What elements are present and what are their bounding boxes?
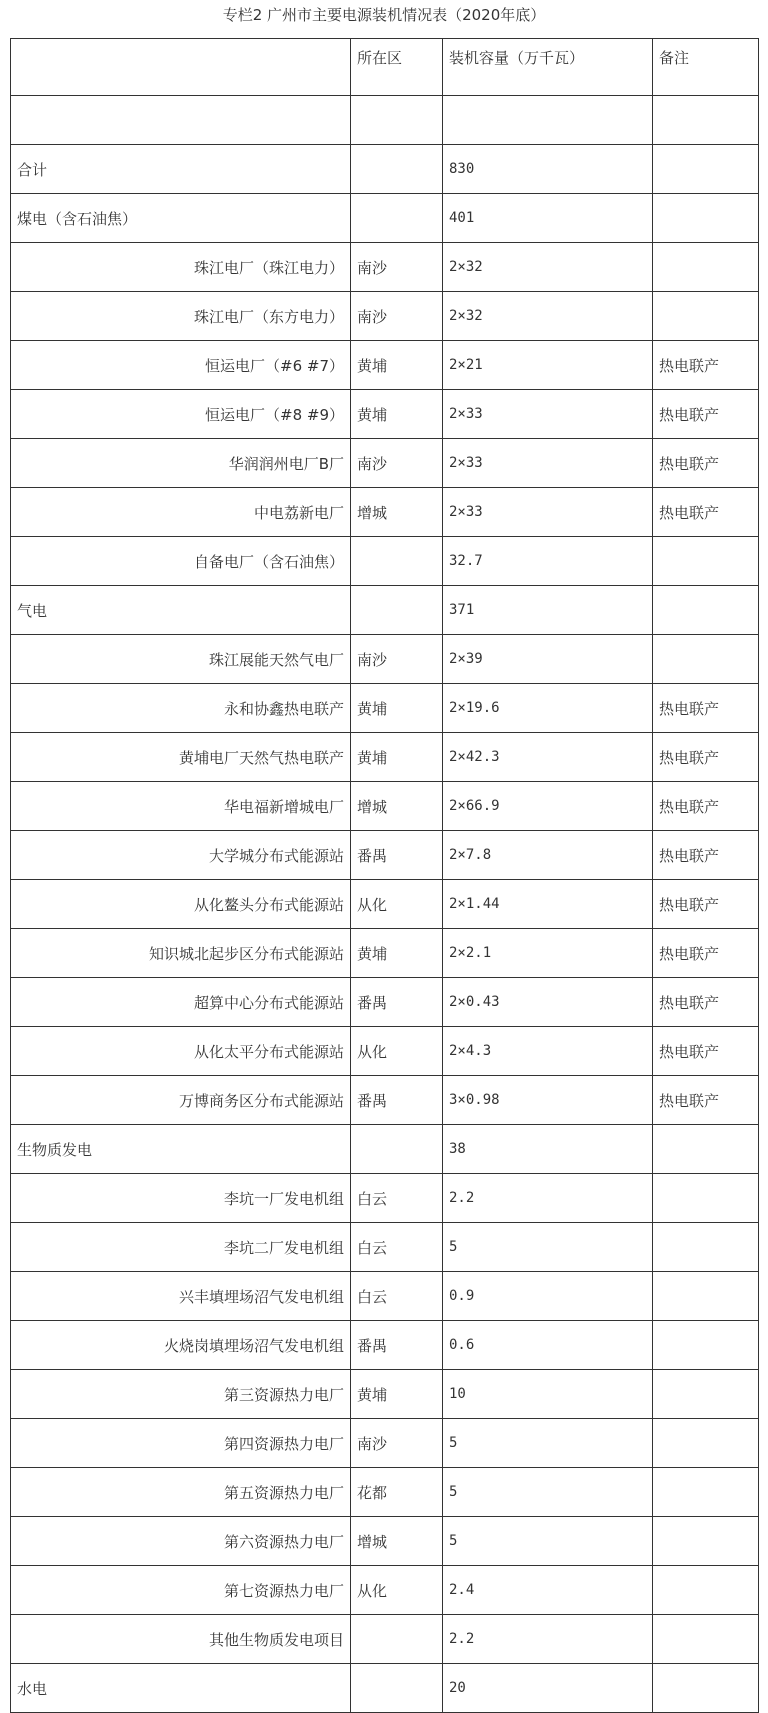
cell-capacity: 2×7.8 — [443, 831, 653, 880]
cell-district: 白云 — [351, 1174, 443, 1223]
cell-district: 白云 — [351, 1272, 443, 1321]
cell-note — [653, 1419, 759, 1468]
cell-note — [653, 1615, 759, 1664]
table-row — [11, 684, 759, 733]
cell-name: 第四资源热力电厂 — [11, 1419, 351, 1468]
cell-note — [653, 1223, 759, 1272]
cell-note — [653, 586, 759, 635]
cell-name: 第五资源热力电厂 — [11, 1468, 351, 1517]
cell-district: 番禺 — [351, 1321, 443, 1370]
cell-name: 超算中心分布式能源站 — [11, 978, 351, 1027]
table-row — [11, 880, 759, 929]
cell-district: 增城 — [351, 1517, 443, 1566]
cell-note — [653, 1125, 759, 1174]
cell-note: 热电联产 — [653, 733, 759, 782]
power-capacity-table — [10, 38, 759, 1713]
cell-capacity: 5 — [443, 1223, 653, 1272]
table-row — [11, 439, 759, 488]
cell-note — [653, 243, 759, 292]
cell-district: 从化 — [351, 1566, 443, 1615]
table-row — [11, 1223, 759, 1272]
table-row — [11, 1566, 759, 1615]
cell-capacity: 2×33 — [443, 488, 653, 537]
cell-capacity: 371 — [443, 586, 653, 635]
cell-capacity: 2×39 — [443, 635, 653, 684]
cell-capacity: 2.2 — [443, 1174, 653, 1223]
cell-district: 番禺 — [351, 831, 443, 880]
cell-note — [653, 145, 759, 194]
cell-name: 第三资源热力电厂 — [11, 1370, 351, 1419]
cell-capacity: 3×0.98 — [443, 1076, 653, 1125]
cell-name: 李坑二厂发电机组 — [11, 1223, 351, 1272]
table-row — [11, 488, 759, 537]
cell-note: 热电联产 — [653, 684, 759, 733]
table-row — [11, 929, 759, 978]
cell-name: 其他生物质发电项目 — [11, 1615, 351, 1664]
cell-name: 兴丰填埋场沼气发电机组 — [11, 1272, 351, 1321]
cell-capacity: 2×32 — [443, 292, 653, 341]
cell-note: 热电联产 — [653, 929, 759, 978]
cell-note — [653, 1272, 759, 1321]
cell-capacity: 0.9 — [443, 1272, 653, 1321]
cell-name: 珠江电厂（珠江电力） — [11, 243, 351, 292]
cell-note: 热电联产 — [653, 880, 759, 929]
cell-name: 第六资源热力电厂 — [11, 1517, 351, 1566]
cell-note: 热电联产 — [653, 488, 759, 537]
cell-name: 恒运电厂（#6 #7） — [11, 341, 351, 390]
cell-note — [653, 1664, 759, 1713]
table-row — [11, 1370, 759, 1419]
cell-district: 南沙 — [351, 1419, 443, 1468]
cell-name: 中电荔新电厂 — [11, 488, 351, 537]
cell-note — [653, 1370, 759, 1419]
cell-capacity: 2×4.3 — [443, 1027, 653, 1076]
cell-note: 热电联产 — [653, 782, 759, 831]
table-row — [11, 537, 759, 586]
cell-note: 热电联产 — [653, 831, 759, 880]
cell-capacity: 2×66.9 — [443, 782, 653, 831]
cell-district: 白云 — [351, 1223, 443, 1272]
cell-capacity: 2×42.3 — [443, 733, 653, 782]
cell-capacity: 5 — [443, 1419, 653, 1468]
cell-district: 增城 — [351, 488, 443, 537]
cell-capacity — [443, 96, 653, 145]
table-row — [11, 1076, 759, 1125]
cell-capacity: 32.7 — [443, 537, 653, 586]
cell-name: 从化太平分布式能源站 — [11, 1027, 351, 1076]
cell-name: 水电 — [11, 1664, 351, 1713]
table-title: 专栏2 广州市主要电源装机情况表（2020年底） — [222, 6, 546, 24]
table-row — [11, 1468, 759, 1517]
cell-district: 黄埔 — [351, 390, 443, 439]
cell-capacity: 2×33 — [443, 439, 653, 488]
cell-name: 恒运电厂（#8 #9） — [11, 390, 351, 439]
cell-note: 热电联产 — [653, 978, 759, 1027]
cell-capacity: 2.2 — [443, 1615, 653, 1664]
table-row — [11, 1615, 759, 1664]
table-row — [11, 1664, 759, 1713]
cell-name: 从化鳌头分布式能源站 — [11, 880, 351, 929]
cell-capacity: 5 — [443, 1517, 653, 1566]
table-row — [11, 978, 759, 1027]
cell-capacity: 2×32 — [443, 243, 653, 292]
table-row — [11, 1419, 759, 1468]
cell-district — [351, 145, 443, 194]
cell-name: 火烧岗填埋场沼气发电机组 — [11, 1321, 351, 1370]
table-row — [11, 390, 759, 439]
cell-name: 生物质发电 — [11, 1125, 351, 1174]
table-row — [11, 1517, 759, 1566]
cell-district: 南沙 — [351, 439, 443, 488]
cell-district: 南沙 — [351, 243, 443, 292]
table-row — [11, 145, 759, 194]
cell-note: 热电联产 — [653, 390, 759, 439]
cell-note — [653, 635, 759, 684]
header-name — [11, 39, 351, 96]
table-row-empty — [11, 96, 759, 145]
cell-district: 番禺 — [351, 1076, 443, 1125]
header-capacity: 装机容量（万千瓦） — [443, 39, 653, 96]
table-row — [11, 1125, 759, 1174]
cell-name: 永和协鑫热电联产 — [11, 684, 351, 733]
table-row — [11, 1174, 759, 1223]
cell-note — [653, 292, 759, 341]
cell-district — [351, 586, 443, 635]
cell-district: 从化 — [351, 880, 443, 929]
cell-name: 第七资源热力电厂 — [11, 1566, 351, 1615]
header-note: 备注 — [653, 39, 759, 96]
cell-district: 黄埔 — [351, 929, 443, 978]
cell-district: 番禺 — [351, 978, 443, 1027]
cell-capacity: 2×19.6 — [443, 684, 653, 733]
cell-capacity: 20 — [443, 1664, 653, 1713]
cell-capacity: 2×21 — [443, 341, 653, 390]
cell-district: 增城 — [351, 782, 443, 831]
cell-note — [653, 96, 759, 145]
cell-district: 南沙 — [351, 292, 443, 341]
cell-capacity: 0.6 — [443, 1321, 653, 1370]
cell-note: 热电联产 — [653, 439, 759, 488]
cell-name: 气电 — [11, 586, 351, 635]
cell-district — [351, 537, 443, 586]
cell-district — [351, 1664, 443, 1713]
cell-note — [653, 1174, 759, 1223]
cell-district: 黄埔 — [351, 1370, 443, 1419]
cell-name: 珠江电厂（东方电力） — [11, 292, 351, 341]
cell-capacity: 830 — [443, 145, 653, 194]
cell-note: 热电联产 — [653, 1076, 759, 1125]
table-row — [11, 341, 759, 390]
cell-name: 煤电（含石油焦） — [11, 194, 351, 243]
cell-note — [653, 1566, 759, 1615]
cell-district: 花都 — [351, 1468, 443, 1517]
table-row — [11, 1321, 759, 1370]
table-body — [11, 96, 759, 1713]
table-row — [11, 733, 759, 782]
table-row — [11, 243, 759, 292]
cell-district — [351, 1615, 443, 1664]
table-header-row — [11, 39, 759, 96]
table-row — [11, 586, 759, 635]
cell-name: 华润润州电厂B厂 — [11, 439, 351, 488]
cell-capacity: 2.4 — [443, 1566, 653, 1615]
cell-capacity: 38 — [443, 1125, 653, 1174]
cell-name: 万博商务区分布式能源站 — [11, 1076, 351, 1125]
table-row — [11, 635, 759, 684]
table-row — [11, 292, 759, 341]
cell-note — [653, 194, 759, 243]
cell-capacity: 2×2.1 — [443, 929, 653, 978]
cell-name: 自备电厂（含石油焦） — [11, 537, 351, 586]
cell-district: 黄埔 — [351, 733, 443, 782]
cell-district: 南沙 — [351, 635, 443, 684]
cell-name: 合计 — [11, 145, 351, 194]
cell-capacity: 401 — [443, 194, 653, 243]
cell-name: 大学城分布式能源站 — [11, 831, 351, 880]
cell-note — [653, 1468, 759, 1517]
cell-note — [653, 1517, 759, 1566]
table-row — [11, 1272, 759, 1321]
cell-name: 珠江展能天然气电厂 — [11, 635, 351, 684]
cell-district: 黄埔 — [351, 341, 443, 390]
cell-note — [653, 537, 759, 586]
cell-note — [653, 1321, 759, 1370]
cell-capacity: 5 — [443, 1468, 653, 1517]
table-row — [11, 1027, 759, 1076]
cell-capacity: 2×1.44 — [443, 880, 653, 929]
cell-district — [351, 194, 443, 243]
cell-district: 从化 — [351, 1027, 443, 1076]
cell-capacity: 2×33 — [443, 390, 653, 439]
cell-note: 热电联产 — [653, 341, 759, 390]
cell-name: 黄埔电厂天然气热电联产 — [11, 733, 351, 782]
cell-capacity: 10 — [443, 1370, 653, 1419]
cell-name — [11, 96, 351, 145]
table-row — [11, 782, 759, 831]
table-row — [11, 194, 759, 243]
cell-district — [351, 96, 443, 145]
header-district: 所在区 — [351, 39, 443, 96]
cell-name: 华电福新增城电厂 — [11, 782, 351, 831]
cell-district — [351, 1125, 443, 1174]
cell-capacity: 2×0.43 — [443, 978, 653, 1027]
cell-name: 知识城北起步区分布式能源站 — [11, 929, 351, 978]
cell-district: 黄埔 — [351, 684, 443, 733]
cell-note: 热电联产 — [653, 1027, 759, 1076]
table-row — [11, 831, 759, 880]
cell-name: 李坑一厂发电机组 — [11, 1174, 351, 1223]
